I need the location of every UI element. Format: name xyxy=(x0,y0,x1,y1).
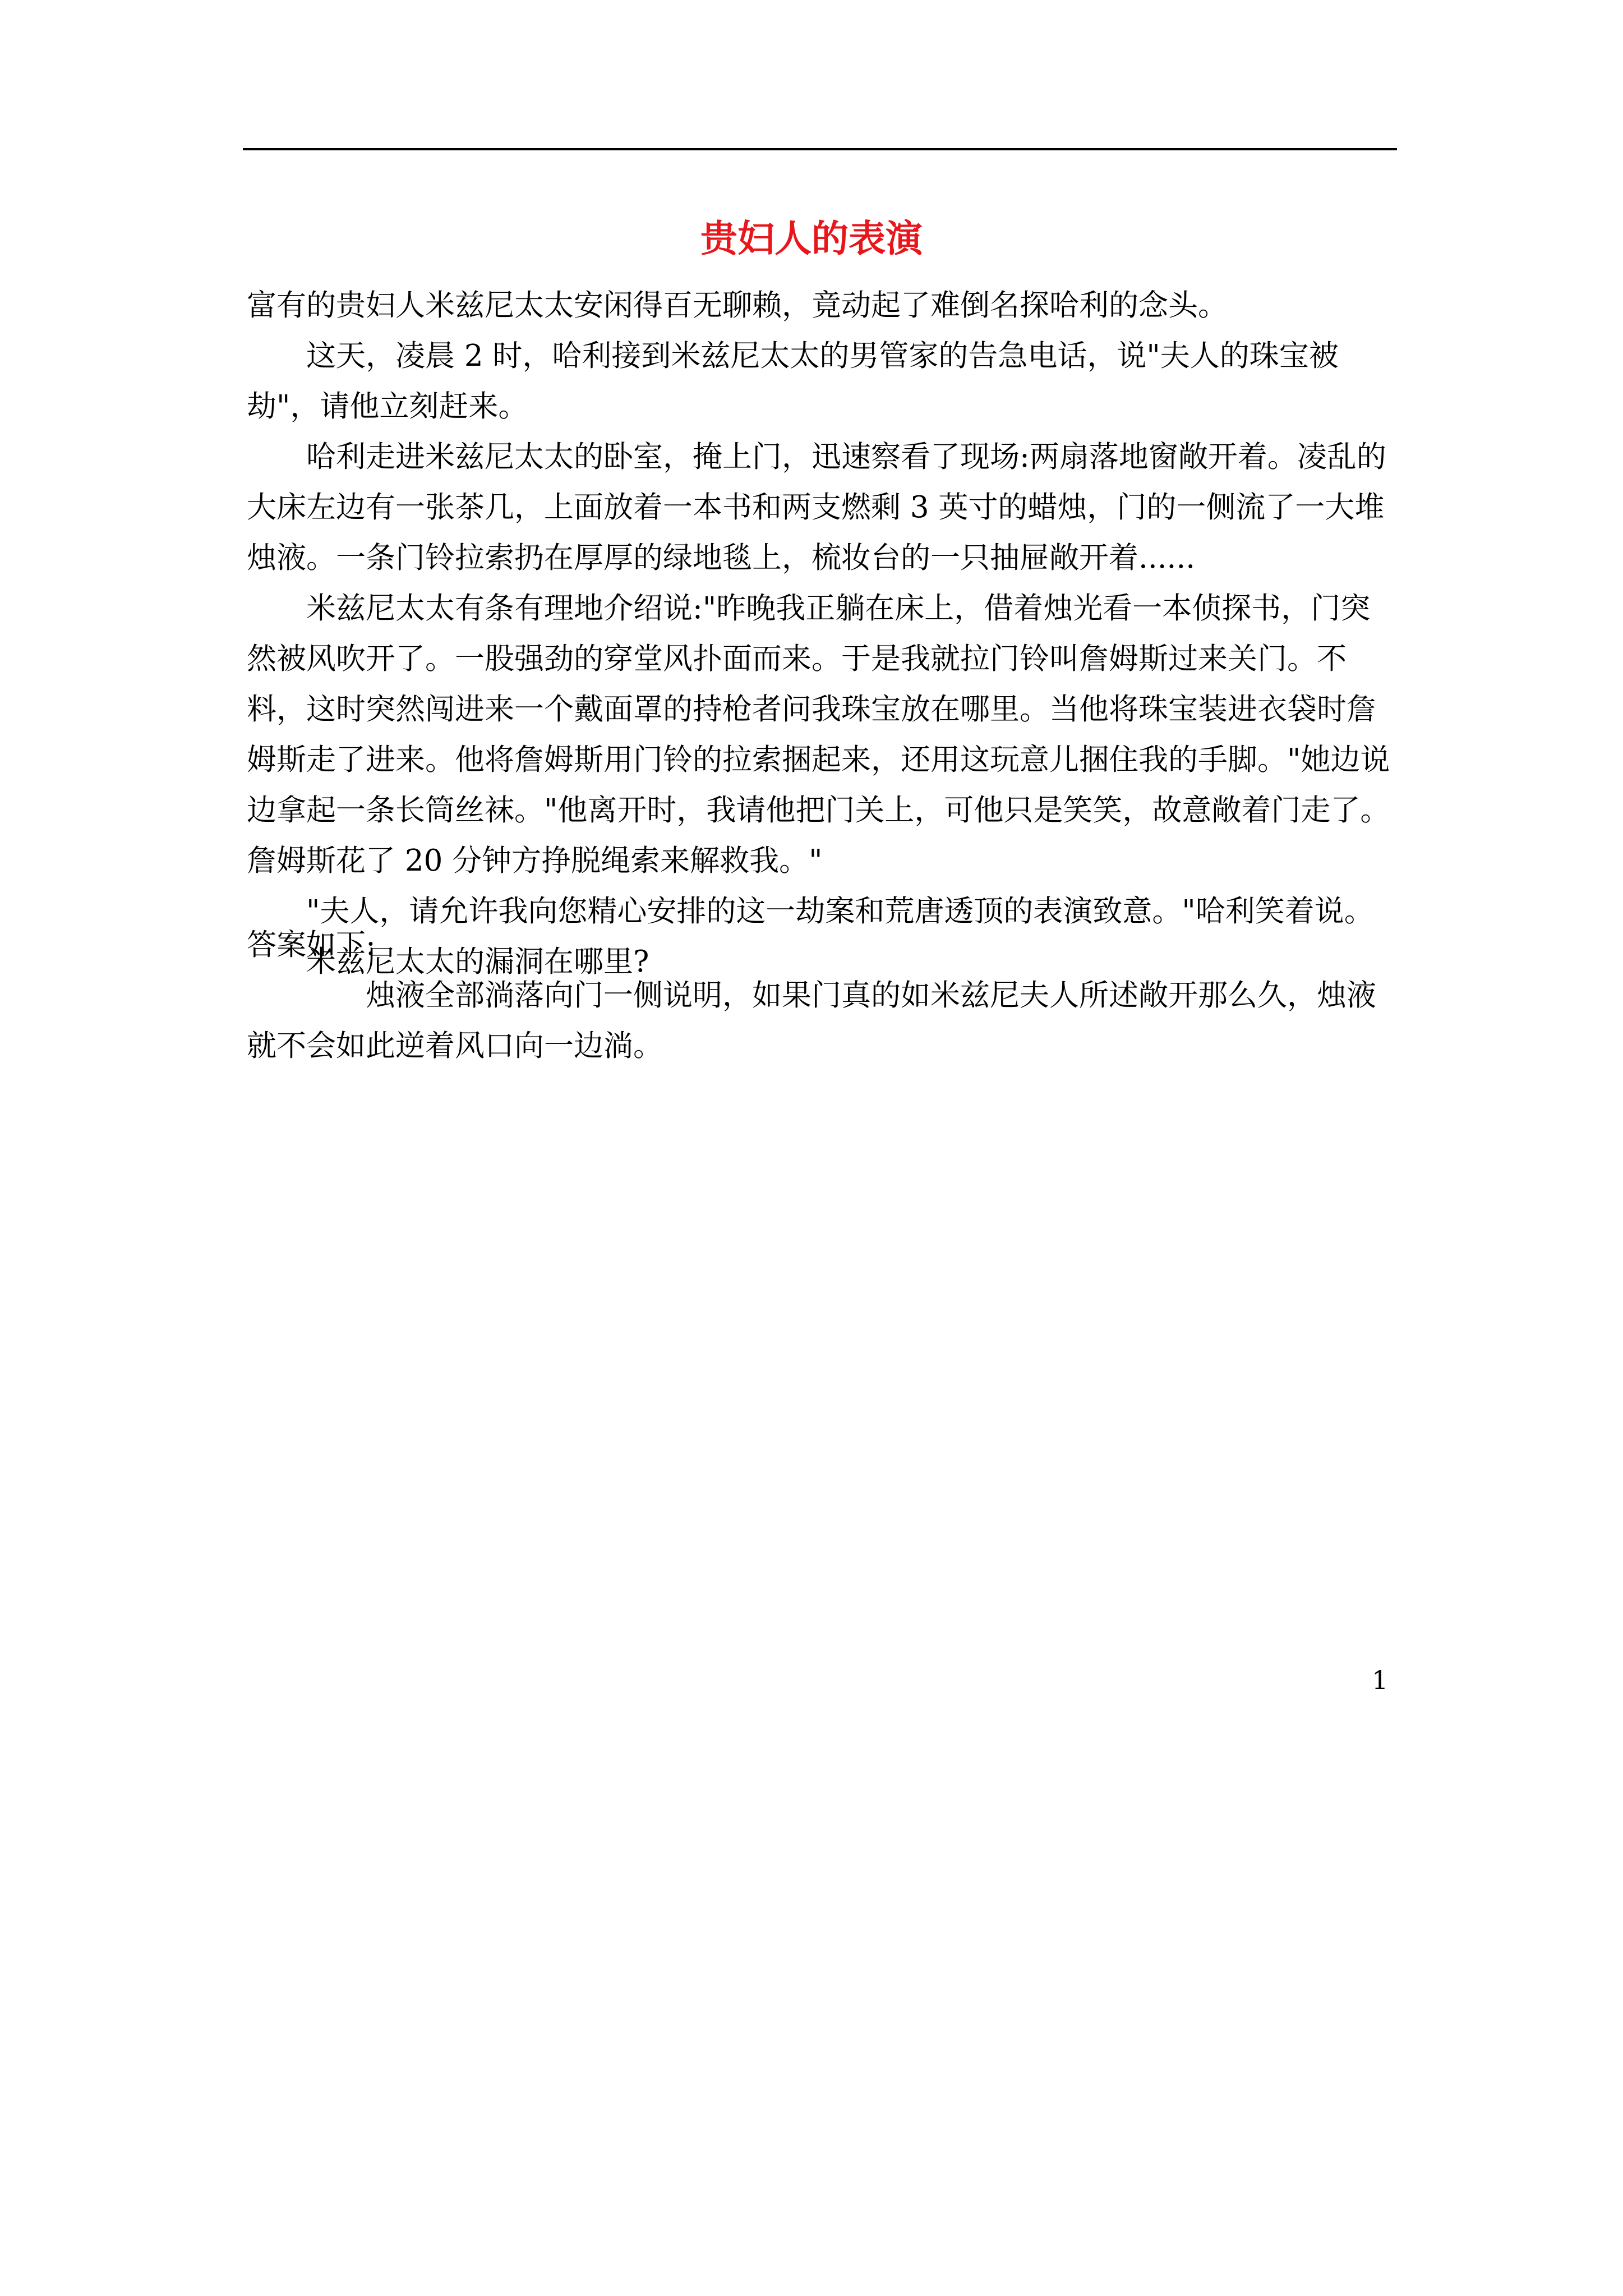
story-body xyxy=(247,280,1396,987)
header-rule xyxy=(243,148,1397,150)
question-paragraph: 米兹尼太太的漏洞在哪里? xyxy=(306,945,649,979)
answer-section xyxy=(247,920,1396,1071)
story-paragraph: 这天，凌晨 2 时，哈利接到米兹尼太太的男管家的告急电话，说"夫人的珠宝被劫"，请他立刻赶来。 xyxy=(247,339,1339,424)
story-paragraph: 哈利走进米兹尼太太的卧室，掩上门，迅速察看了现场:两扇落地窗敞开着。凌乱的大床左边有一张茶几，上面放着一本书和两支燃剩 3 英寸的蜡烛，门的一侧流了一大堆烛液。一条门铃拉索扔在厚厚的绿地毯上，梳妆台的一只抽屉敞开着...... xyxy=(247,440,1386,575)
answer-heading: 答案如下: xyxy=(247,928,376,962)
story-paragraph: 米兹尼太太有条有理地介绍说:"昨晚我正躺在床上，借着烛光看一本侦探书，门突然被风吹开了。一股强劲的穿堂风扑面而来。于是我就拉门铃叫詹姆斯过来关门。不料，这时突然闯进来一个戴面罩的持枪者问我珠宝放在哪里。当他将珠宝装进衣袋时詹姆斯走了进来。他将詹姆斯用门铃的拉索捆起来，还用这玩意儿捆住我的手脚。"她边说边拿起一条长筒丝袜。"他离开时，我请他把门关上，可他只是笑笑，故意敞着门走了。詹姆斯花了 20 分钟方挣脱绳索来解救我。" xyxy=(247,591,1390,878)
page-title: 贵妇人的表演 xyxy=(700,217,923,260)
story-paragraph: "夫人，请允许我向您精心安排的这一劫案和荒唐透顶的表演致意。"哈利笑着说。 xyxy=(306,894,1374,928)
story-paragraph: 富有的贵妇人米兹尼太太安闲得百无聊赖，竟动起了难倒名探哈利的念头。 xyxy=(247,288,1228,323)
answer-text: 烛液全部淌落向门一侧说明，如果门真的如米兹尼夫人所述敞开那么久，烛液就不会如此逆着风口向一边淌。 xyxy=(247,978,1376,1063)
page-number: 1 xyxy=(1372,1665,1389,1695)
